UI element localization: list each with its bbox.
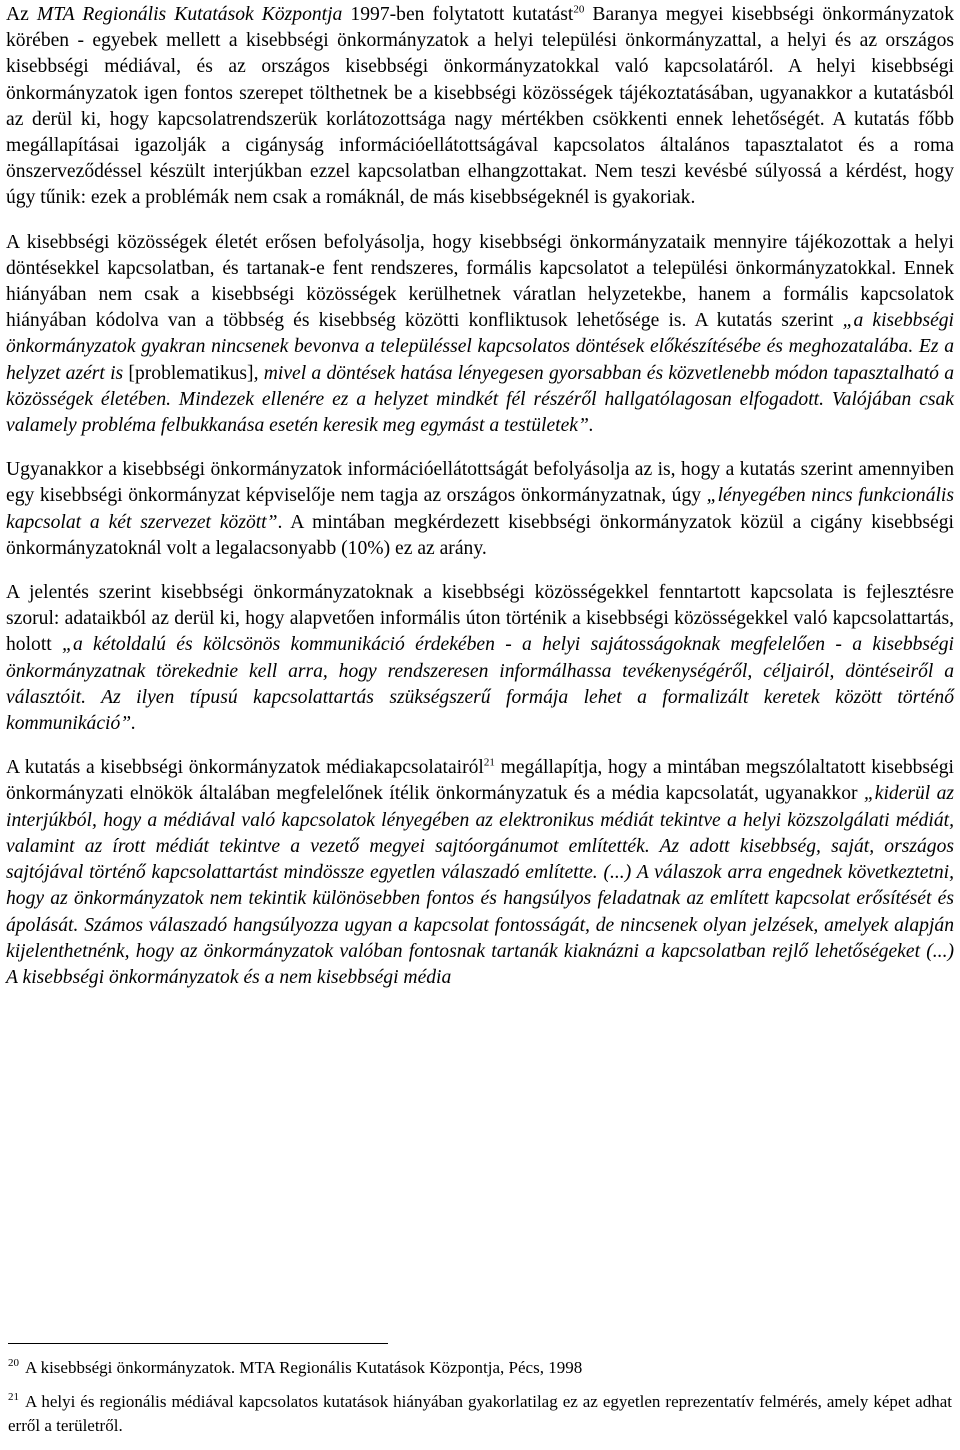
- text-run: megállapítja, hogy a mintában megszólaltatott kisebbségi önkormányzati elnökök általában megfelelőnek ítélik önkormányzatuk és a média kapcsolatát, ugyanakkor: [6, 757, 954, 805]
- text-run: . A mintában megkérdezett kisebbségi önkormányzatok közül a cigány kisebbségi önkormányzatoknál volt a legalacsonyabb (10%) ez az arány.: [6, 511, 954, 559]
- quoted-text: „a kétoldalú és kölcsönös kommunikáció érdekében - a helyi sajátosságoknak megfelelően - a kisebbségi önkormányzatnak törekednie kell arra, hogy rendszeresen informálhassa tevékenységéről, céljairól, döntéseiről a választóit. Az ilyen típusú kapcsolattartás szükségszerű formája lehet a formalizált keretek között történő kommunikáció”.: [6, 634, 954, 735]
- text-run: A jelentés szerint kisebbségi önkormányzatoknak a kisebbségi közösségekkel fenntartott kapcsolata is fejlesztésre szorul: adataikból az derül ki, hogy alapvetően informális úton történik a kisebbségi közösségekkel való kapcsolattartás, holott: [6, 582, 954, 656]
- footnote-ref: 20: [573, 3, 585, 16]
- footnote-20: [8, 1356, 952, 1380]
- text-run: Ugyanakkor a kisebbségi önkormányzatok információellátottságát befolyásolja az is, hogy a kutatás szerint amennyiben egy kisebbségi önkormányzat képviselője nem tagja az országos önkormányzatnak, úgy: [6, 459, 954, 507]
- footnote-text: A helyi és regionális médiával kapcsolatos kutatások hiányában gyakorlatilag ez az egyetlen reprezentatív felmérés, amely képet adhat erről a területről.: [8, 1392, 952, 1435]
- footnotes: [8, 1356, 952, 1448]
- footnote-ref: 21: [483, 756, 495, 769]
- paragraph-2: [6, 230, 954, 440]
- paragraph-5: [6, 755, 954, 991]
- text-run: [problematikus]: [128, 362, 254, 384]
- quoted-text: „kiderül az interjúkból, hogy a médiával való kapcsolatok lényegében az elektronikus médiát tekintve a helyi közszolgálati médiát, valamint az írott médiát tekintve a vezető megyei sajtóorgánumot említették. Az adott kisebbség, saját, országos sajtójával történő kapcsolattartást mindössze egyetlen válaszadó említette. (...) A válaszok arra engednek következtetni, hogy az önkormányzatok nem tekintik különösebben fontos és hangsúlyos feladatnak az említett kapcsolat erősítését és ápolását. Számos válaszadó hangsúlyozza ugyan a kapcsolat fontosságát, de nincsenek olyan jelzések, amelyek alapján kijelenthetnénk, hogy az önkormányzatok valóban fontosnak tartanák kiaknázni a kapcsolatban rejlő lehetőségeket (...) A kisebbségi önkormányzatok és a nem kisebbségi média: [6, 783, 954, 988]
- paragraph-1: [6, 2, 954, 212]
- text-run: A kisebbségi közösségek életét erősen befolyásolja, hogy kisebbségi önkormányzataik mennyire tájékozottak a helyi döntésekkel kapcsolatban, és tartanak-e fent rendszeres, formális kapcsolatot a települési önkormányzatokkal. Ennek hiányában nem csak a kisebbségi közösségek kerülhetnek váratlan helyzetekbe, hanem a formális kapcsolatok hiányában kódolva van a többség és kisebbség közötti konfliktusok lehetősége is. A kutatás szerint: [6, 231, 954, 332]
- text-run: Baranya megyei kisebbségi önkormányzatok körében - egyebek mellett a kisebbségi önkormányzatok a helyi települési önkormányzattal, a helyi és az országos kisebbségi médiával, és az országos kisebbségi önkormányzatokkal való kapcsolatáról. A helyi kisebbségi önkormányzatok igen fontos szerepet tölthetnek be a kisebbségi közösségek tájékoztatásában, ugyanakkor a kutatásból az derül ki, hogy kapcsolatrendszerük korlátozottsága nagy mértékben csökkenti ennek lehetőségét. A kutatás főbb megállapításai igazolják a cigányság információellátottságával kapcsolatos általános tapasztalatot és a roma önszerveződéssel készült interjúkban ezzel kapcsolatban elhangzottakat. Nem teszi kevésbé súlyossá a kérdést, hogy úgy tűnik: ezek a problémák nem csak a romáknál, de más kisebbségeknél is gyakoriak.: [6, 4, 954, 209]
- quoted-text: MTA Regionális Kutatások Központja: [36, 4, 343, 25]
- text-run: 1997-ben folytatott kutatást: [342, 4, 574, 25]
- text-run: A kutatás a kisebbségi önkormányzatok médiakapcsolatairól: [6, 757, 484, 779]
- body-text: [6, 2, 954, 991]
- paragraph-4: [6, 580, 954, 737]
- footnote-21: [8, 1390, 952, 1438]
- quoted-text: „lényegében nincs funkcionális kapcsolat a két szervezet között”: [6, 485, 955, 533]
- text-run: Az: [6, 4, 37, 25]
- footnote-text: A kisebbségi önkormányzatok. MTA Regionális Kutatások Központja, Pécs, 1998: [25, 1358, 583, 1377]
- footnote-number: 21: [8, 1391, 19, 1404]
- footnote-number: 20: [8, 1357, 19, 1370]
- footnote-separator: [8, 1343, 388, 1344]
- paragraph-3: [6, 457, 954, 562]
- quoted-text: „a kisebbségi önkormányzatok gyakran nincsenek bevonva a településsel kapcsolatos döntések előkészítésébe és meghozatalába. Ez a helyzet azért is: [6, 310, 955, 384]
- quoted-text: , mivel a döntések hatása lényegesen gyorsabban és közvetlenebb módon tapasztalható a közösségek életében. Mindezek ellenére ez a helyzet mindkét fél részéről hallgatólagosan elfogadott. Valójában csak valamely probléma felbukkanása esetén keresik meg egymást a testületek”.: [6, 362, 954, 437]
